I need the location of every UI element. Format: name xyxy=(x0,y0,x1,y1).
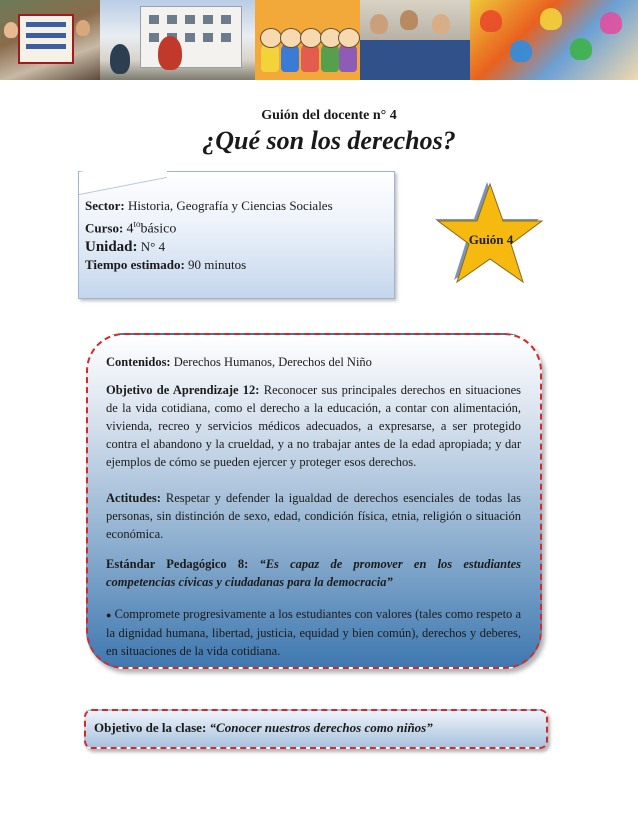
actitudes-block xyxy=(106,489,521,543)
contenidos-block xyxy=(106,353,521,371)
curso-suffix: to xyxy=(133,219,141,229)
star-label: Guión 4 xyxy=(468,232,514,247)
protest-sign xyxy=(18,14,74,64)
building xyxy=(140,6,242,68)
photo-painted-hands xyxy=(470,0,638,80)
tiempo-label: Tiempo estimado: xyxy=(85,257,185,273)
objetivo-label: Objetivo de Aprendizaje 12: xyxy=(106,383,260,397)
curso-value: 4 xyxy=(126,221,134,237)
curso-label: Curso: xyxy=(85,220,124,236)
curso-rest: básico xyxy=(140,221,177,237)
sector-label: Sector: xyxy=(85,198,125,213)
contenidos-value: Derechos Humanos, Derechos del Niño xyxy=(173,355,372,369)
sector-row xyxy=(85,197,385,215)
estandar-label: Estándar Pedagógico 8: xyxy=(106,557,249,571)
contenidos-label: Contenidos: xyxy=(106,355,171,369)
page-title: ¿Qué son los derechos? xyxy=(202,126,456,155)
sector-value: Historia, Geografía y Ciencias Sociales xyxy=(127,198,333,213)
info-box xyxy=(78,171,395,299)
tiempo-value: 90 minutos xyxy=(188,257,247,273)
objetivo-clase-value: “Conocer nuestros derechos como niños” xyxy=(209,720,433,735)
photo-school-building xyxy=(100,0,255,80)
photo-cartoon-children xyxy=(255,0,360,80)
photo-classroom xyxy=(360,0,470,80)
unidad-row xyxy=(85,238,385,256)
photo-children-sign xyxy=(0,0,100,80)
estandar-block xyxy=(106,555,521,591)
header-banner xyxy=(0,0,638,80)
objetivo-value: Reconocer sus principales derechos en situaciones de la vida cotidiana, como el derecho a la educación, a contar con alimentación, vivienda, recreo y servicios médicos adecuados, a expresarse, a ser protegido contra el abandono y la crueldad, y a no trabajar antes de la edad apropiada; y dar ejemplos de cómo se pueden ejercer y proteger esos derechos. xyxy=(106,383,521,469)
curso-row xyxy=(85,215,385,238)
bullet-block xyxy=(106,605,521,660)
objetivo-block xyxy=(106,381,521,471)
guion-subtitle: Guión del docente n° 4 xyxy=(261,108,397,123)
objetivo-clase-box xyxy=(84,709,548,749)
unidad-value: N° 4 xyxy=(140,239,166,255)
content-panel xyxy=(86,333,542,669)
bullet-icon: ● xyxy=(106,610,112,620)
actitudes-label: Actitudes: xyxy=(106,491,161,505)
actitudes-value: Respetar y defender la igualdad de derechos esenciales de todas las personas, sin distinción de sexo, edad, condición física, etnia, religión o situación económica. xyxy=(106,491,522,541)
tiempo-row xyxy=(85,256,385,274)
unidad-label: Unidad: xyxy=(85,239,138,256)
estandar-value: “Es capaz de promover en los estudiantes competencias cívicas y ciudadanas para la democracia” xyxy=(106,557,521,589)
objetivo-clase-label: Objetivo de la clase: xyxy=(94,720,207,735)
bullet-value: Compromete progresivamente a los estudiantes con valores (tales como respeto a la dignidad humana, libertad, justicia, equidad y bien común), derechos y deberes, en situaciones de la vida cotidiana. xyxy=(106,607,522,658)
